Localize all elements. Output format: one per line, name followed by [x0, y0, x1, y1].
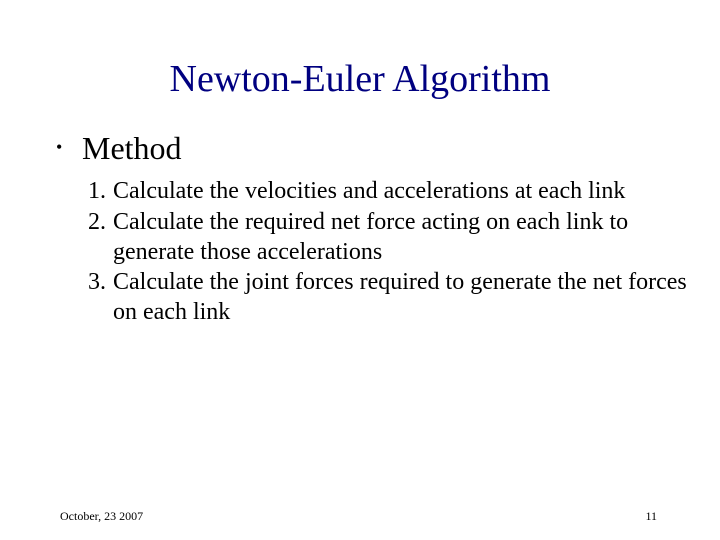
step-number: 1.	[88, 178, 106, 204]
footer-date: October, 23 2007	[60, 509, 144, 523]
slide-title: Newton-Euler Algorithm	[169, 58, 551, 100]
step-item	[88, 267, 688, 327]
step-text: Calculate the required net force acting on each link to generate those accelerations	[113, 208, 629, 265]
step-text: Calculate the velocities and accelerations at each link	[113, 178, 626, 204]
step-number: 2.	[88, 208, 106, 235]
step-text: Calculate the joint forces required to generate the net forces on each link	[113, 269, 687, 325]
bullet-dot-icon: •	[56, 137, 63, 157]
step-item	[88, 176, 688, 206]
method-steps-list	[88, 176, 688, 328]
step-number: 3.	[88, 269, 106, 295]
step-item	[88, 207, 688, 267]
page-number: 11	[645, 509, 657, 523]
method-heading: Method	[82, 130, 182, 166]
